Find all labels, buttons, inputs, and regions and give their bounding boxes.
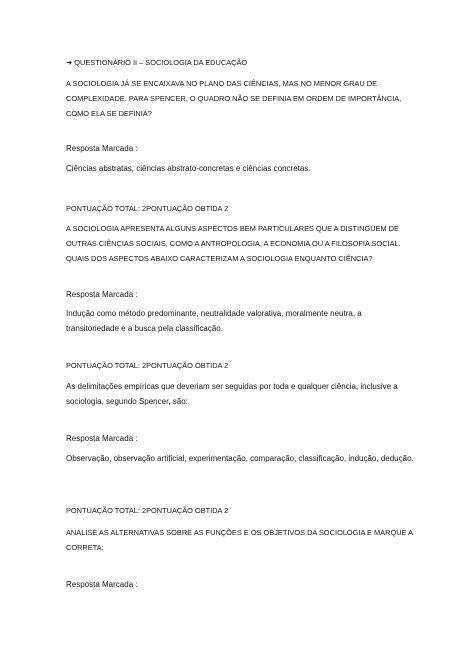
answer-label-1: Resposta Marcada : [66, 144, 138, 153]
answer-label-4: Resposta Marcada : [66, 580, 138, 589]
score-line-2: PONTUAÇÃO TOTAL: 2PONTUAÇÃO OBTIDA 2 [66, 361, 229, 370]
score-line-1: PONTUAÇÃO TOTAL: 2PONTUAÇÃO OBTIDA 2 [66, 204, 229, 213]
question-1-text: A SOCIOLOGIA JÁ SE ENCAIXAVA NO PLANO DAS CIÊNCIAS, MAS NO MENOR GRAU DE COMPLEXIDADE. PARA SPENCER, O QUADRO NÃO SE DEFINIA EM ORDEM DE IMPORTÂNCIA, COMO ELA SE DEFINIA? [66, 79, 402, 118]
question-3-text: As delimitações empíricas que deveriam ser seguidas por toda e qualquer ciência, inclusive a sociologia, segundo Spencer, são: [66, 382, 398, 406]
question-4-text: ANALISE AS ALTERNATIVAS SOBRE AS FUNÇÕES E OS OBJETIVOS DA SOCIOLOGIA E MARQUE A CORRETA: [66, 528, 413, 552]
answer-label-2: Resposta Marcada : [66, 290, 138, 299]
document-header: ➜ QUESTIONÁRIO II – SOCIOLOGIA DA EDUCAÇÃO [66, 58, 248, 67]
answer-3-text: Observação, observação artificial, experimentação, comparação, classificação, indução, dedução. [66, 454, 414, 463]
score-line-3: PONTUAÇÃO TOTAL: 2PONTUAÇÃO OBTIDA 2 [66, 506, 229, 515]
answer-2-text: Indução como método predominante, neutralidade valorativa, moralmente neutra, a transitoriedade e a busca pela classificação. [66, 309, 362, 333]
question-2-text: A SOCIOLOGIA APRESENTA ALGUNS ASPECTOS BEM PARTICULARES QUE A DISTINGUEM DE OUTRAS CIÊNCIAS SOCIAIS, COMO A ANTROPOLOGIA, A ECONOMIA OU A FILOSOFIA SOCIAL. QUAIS DOS ASPECTOS ABAIXO CARACTERIZAM A SOCIOLOGIA ENQUANTO CIÊNCIA? [66, 224, 401, 263]
answer-1-text: Ciências abstratas, ciências abstrato-concretas e ciências concretas. [66, 164, 311, 173]
answer-label-3: Resposta Marcada : [66, 434, 138, 443]
